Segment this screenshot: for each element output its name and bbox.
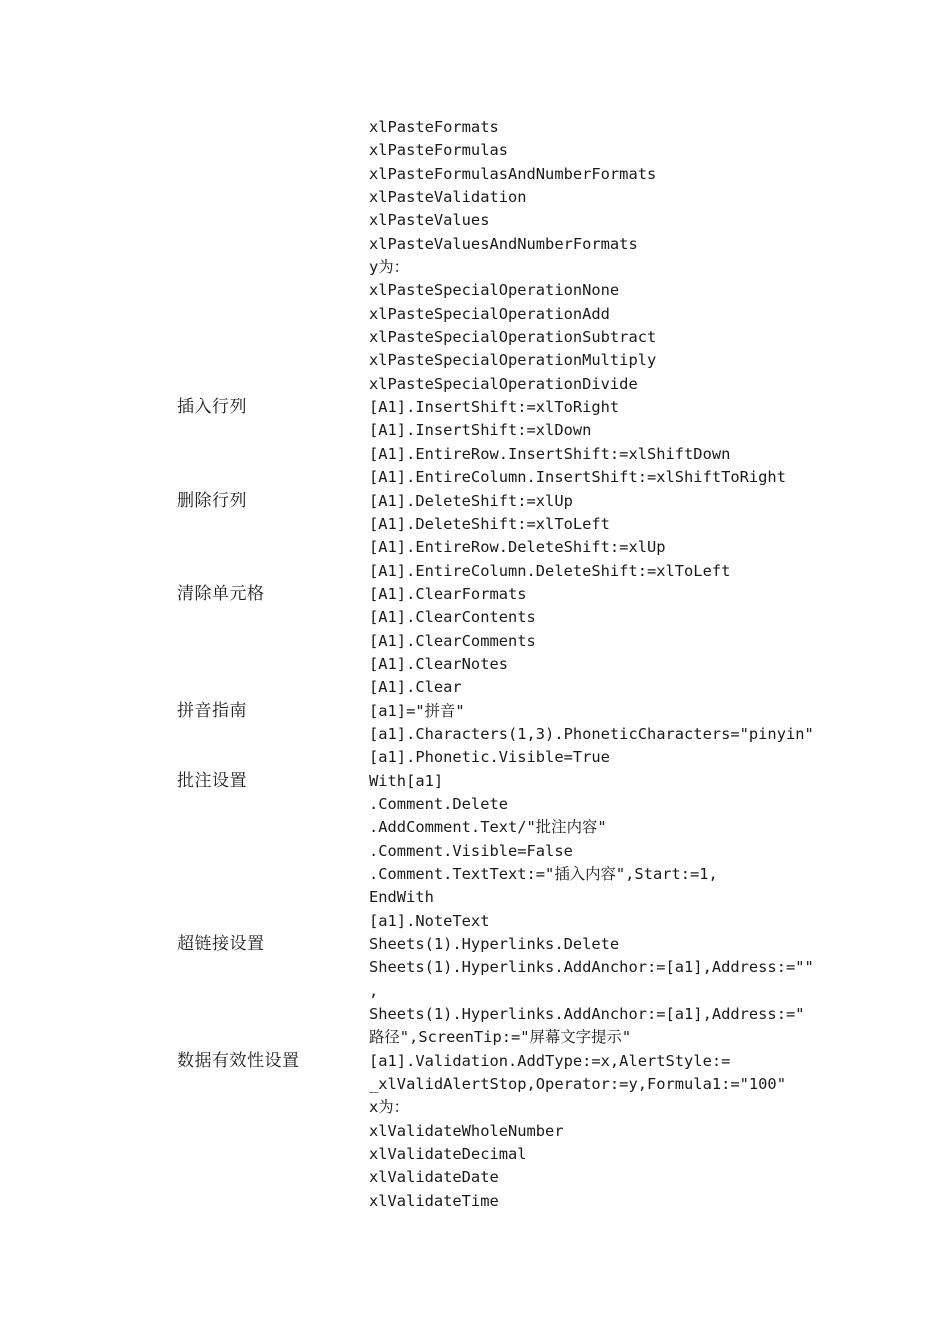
section-label: 超链接设置 [177, 934, 265, 955]
document-row [0, 1003, 950, 1026]
document-row [0, 816, 950, 839]
code-line: [A1].ClearFormats [369, 584, 527, 603]
code-line: .Comment.Delete [369, 794, 508, 813]
document-row [0, 886, 950, 909]
document-row [0, 1143, 950, 1166]
code-line: xlValidateDate [369, 1168, 499, 1187]
document-row [0, 279, 950, 302]
code-line: [A1].DeleteShift:=xlUp [369, 491, 573, 510]
document-row [0, 560, 950, 583]
document-row [0, 396, 950, 419]
code-line: xlPasteSpecialOperationAdd [369, 304, 610, 323]
code-line: xlPasteFormats [369, 118, 499, 136]
code-line: xlValidateWholeNumber [369, 1121, 564, 1140]
document-row [0, 653, 950, 676]
document-row [0, 840, 950, 863]
document-row [0, 793, 950, 816]
document-row [0, 116, 950, 139]
code-line: [A1].ClearComments [369, 631, 536, 650]
document-row [0, 910, 950, 933]
document-row [0, 956, 950, 979]
section-label: 批注设置 [177, 770, 247, 791]
code-line: Sheets(1).Hyperlinks.AddAnchor:=[a1],Address:=" [369, 1005, 805, 1024]
code-line: xlPasteSpecialOperationSubtract [369, 328, 657, 347]
document-row [0, 1096, 950, 1119]
code-line: [a1].NoteText [369, 911, 490, 930]
code-line: xlPasteValidation [369, 188, 527, 207]
document-row [0, 419, 950, 442]
document-row [0, 1026, 950, 1049]
document-row [0, 139, 950, 162]
code-line: With[a1] [369, 771, 444, 790]
document-body [0, 116, 950, 1213]
document-row [0, 233, 950, 256]
document-row [0, 606, 950, 629]
code-line: .AddComment.Text/"批注内容" [369, 818, 607, 837]
document-row [0, 1166, 950, 1189]
code-line: [A1].EntireRow.DeleteShift:=xlUp [369, 538, 666, 557]
document-row [0, 443, 950, 466]
section-label: 插入行列 [177, 397, 247, 418]
code-line: [A1].ClearContents [369, 608, 536, 627]
document-row [0, 186, 950, 209]
code-line: [a1].Characters(1,3).PhoneticCharacters="pinyin" [369, 724, 814, 743]
code-line: , [369, 981, 379, 1000]
code-line: [A1].ClearNotes [369, 654, 508, 673]
document-row [0, 303, 950, 326]
code-line: _xlValidAlertStop,Operator:=y,Formula1:="100" [369, 1075, 786, 1094]
document-row [0, 256, 950, 279]
code-line: xlPasteValuesAndNumberFormats [369, 234, 638, 253]
code-line: [A1].EntireColumn.DeleteShift:=xlToLeft [369, 561, 731, 580]
document-row [0, 700, 950, 723]
code-line: [a1].Phonetic.Visible=True [369, 748, 610, 767]
code-line: [A1].DeleteShift:=xlToLeft [369, 514, 610, 533]
document-row [0, 513, 950, 536]
code-line: .Comment.TextText:="插入内容",Start:=1, [369, 865, 718, 883]
code-line: Sheets(1).Hyperlinks.AddAnchor:=[a1],Address:="" [369, 958, 814, 977]
document-row [0, 490, 950, 513]
document-row [0, 163, 950, 186]
document-row [0, 326, 950, 349]
document-row [0, 1120, 950, 1143]
code-line: EndWith [369, 888, 434, 907]
document-row [0, 933, 950, 956]
code-line: y为： [369, 258, 410, 277]
document-row [0, 676, 950, 699]
document-row [0, 536, 950, 559]
document-row [0, 746, 950, 769]
code-line: [a1].Validation.AddType:=x,AlertStyle:= [369, 1051, 731, 1070]
document-row [0, 209, 950, 232]
section-label: 删除行列 [177, 490, 247, 511]
code-line: [A1].Clear [369, 678, 462, 697]
code-line: [A1].InsertShift:=xlDown [369, 421, 592, 440]
code-line: xlPasteFormulas [369, 141, 508, 160]
code-line: [a1]="拼音" [369, 701, 465, 720]
document-row [0, 373, 950, 396]
section-label: 数据有效性设置 [177, 1050, 300, 1071]
code-line: xlPasteValues [369, 211, 490, 230]
section-label: 拼音指南 [177, 700, 247, 721]
document-row [0, 349, 950, 372]
code-line: xlValidateDecimal [369, 1145, 527, 1164]
code-line: [A1].EntireColumn.InsertShift:=xlShiftToRight [369, 468, 786, 487]
document-row [0, 863, 950, 886]
document-row [0, 1190, 950, 1213]
code-line: 路径",ScreenTip:="屏幕文字提示" [369, 1028, 632, 1047]
code-line: xlPasteSpecialOperationMultiply [369, 351, 657, 370]
document-row [0, 980, 950, 1003]
document-row [0, 583, 950, 606]
code-line: xlValidateTime [369, 1191, 499, 1210]
document-row [0, 1050, 950, 1073]
document-row [0, 630, 950, 653]
code-line: xlPasteFormulasAndNumberFormats [369, 164, 657, 183]
section-label: 清除单元格 [177, 583, 265, 604]
code-line: .Comment.Visible=False [369, 841, 573, 860]
document-row [0, 1073, 950, 1096]
code-line: [A1].EntireRow.InsertShift:=xlShiftDown [369, 444, 731, 463]
document-row [0, 723, 950, 746]
code-line: xlPasteSpecialOperationDivide [369, 374, 638, 393]
code-line: xlPasteSpecialOperationNone [369, 281, 620, 300]
document-row [0, 466, 950, 489]
code-line: x为： [369, 1098, 410, 1117]
code-line: Sheets(1).Hyperlinks.Delete [369, 935, 620, 954]
document-row [0, 770, 950, 793]
code-line: [A1].InsertShift:=xlToRight [369, 398, 620, 417]
